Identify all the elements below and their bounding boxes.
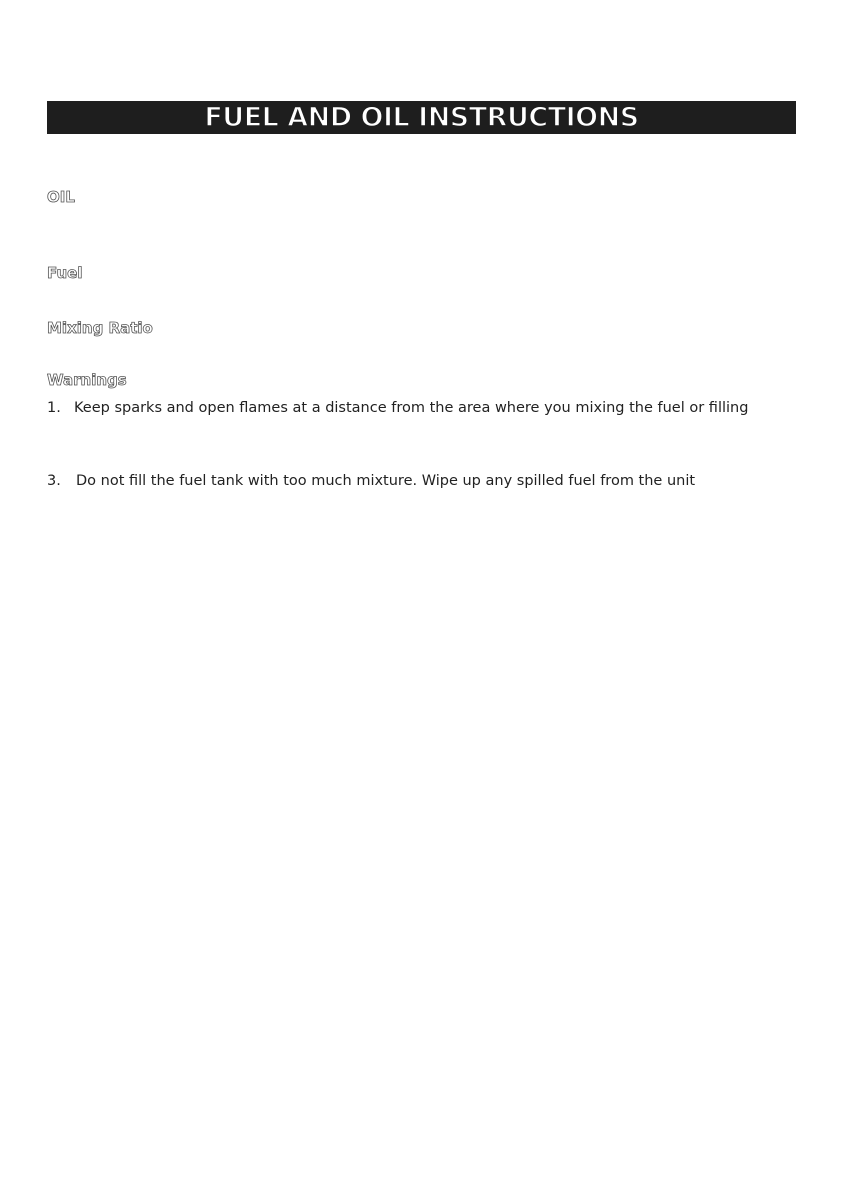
warning-item-3	[47, 473, 695, 489]
warning-number: 1.	[47, 400, 61, 416]
heading-warnings: Warnings	[47, 371, 127, 389]
heading-fuel: Fuel	[47, 264, 83, 282]
page-title: FUEL AND OIL INSTRUCTIONS	[204, 102, 639, 133]
warning-text: Do not fill the fuel tank with too much mixture. Wipe up any spilled fuel from the unit	[76, 473, 696, 489]
warning-text: Keep sparks and open flames at a distance from the area where you mixing the fuel or filling	[74, 400, 749, 416]
heading-mixing-ratio: Mixing Ratio	[47, 319, 153, 337]
warning-item-1	[47, 400, 748, 416]
heading-oil: OIL	[47, 188, 75, 206]
warning-number: 3.	[47, 473, 61, 489]
title-bar	[47, 101, 796, 134]
